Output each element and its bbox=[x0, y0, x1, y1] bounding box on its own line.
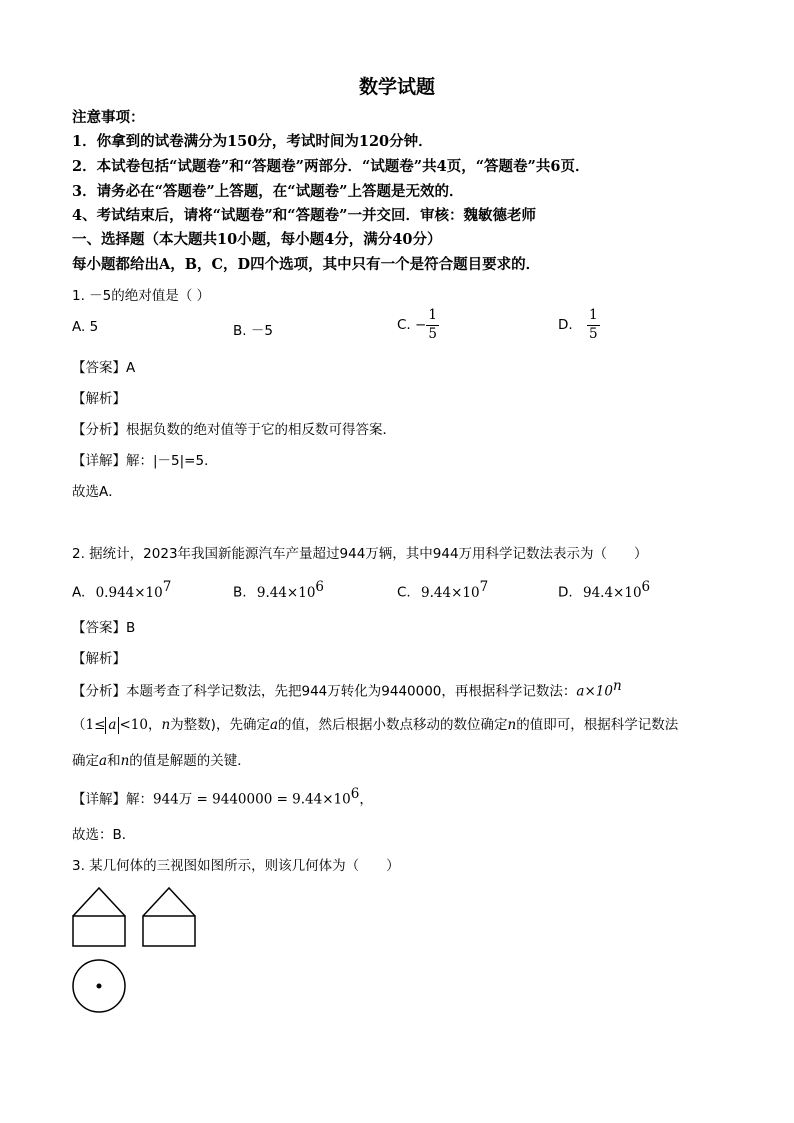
q2-analysis-line2-open: （1≤ bbox=[72, 717, 106, 733]
q2-analysis-line1-formula: a×10 bbox=[576, 683, 613, 700]
q1-option-d-numerator: 1 bbox=[587, 309, 600, 326]
notice-heading: 注意事项： bbox=[72, 109, 145, 126]
front-view bbox=[73, 888, 125, 946]
q1-option-c-numerator: 1 bbox=[426, 309, 439, 326]
top-view-center-dot bbox=[97, 984, 102, 989]
q2-option-b-label: B. bbox=[233, 584, 247, 601]
q3-three-view-figure bbox=[66, 884, 206, 1019]
notice-item-4: 4、考试结束后，请将“试题卷”和“答题卷”一并交回．审核：魏敏德老师 bbox=[72, 207, 536, 224]
q1-option-c bbox=[397, 309, 439, 341]
q2-option-c-exponent: 7 bbox=[479, 579, 489, 595]
q1-answer: 【答案】A bbox=[72, 360, 136, 376]
q2-option-b-exponent: 6 bbox=[315, 579, 325, 595]
q1-option-b: B. －5 bbox=[233, 323, 273, 339]
section-instruction: 每小题都给出A，B，C，D四个选项，其中只有一个是符合题目要求的． bbox=[72, 256, 541, 273]
q2-detail-exponent: 6 bbox=[350, 786, 360, 802]
section-heading: 一、选择题（本大题共10小题，每小题4分，满分40分） bbox=[72, 231, 442, 248]
q2-analysis-line2 bbox=[72, 713, 678, 734]
q2-analysis-line1-text: 【分析】本题考查了科学记数法，先把944万转化为9440000，再根据科学记数法： bbox=[72, 683, 577, 700]
q2-analysis-line2-n2: n bbox=[507, 717, 517, 733]
q1-detail: 【详解】解：|－5|=5． bbox=[72, 453, 218, 469]
q2-option-c-label: C. bbox=[397, 584, 411, 601]
q1-option-a: A. 5 bbox=[72, 319, 99, 335]
q3-stem: 3. 某几何体的三视图如图所示，则该几何体为（ ） bbox=[72, 858, 400, 874]
q2-option-d-value: 94.4×10 bbox=[582, 584, 642, 601]
q2-analysis-line2-n: n bbox=[161, 717, 171, 733]
q2-detail-prefix: 【详解】解： bbox=[72, 791, 153, 808]
q1-option-c-denominator: 5 bbox=[428, 325, 437, 342]
q2-option-d bbox=[558, 579, 650, 601]
q2-stem: 2. 据统计，2023年我国新能源汽车产量超过944万辆，其中944万用科学记数法表示为（ ） bbox=[72, 546, 648, 562]
q2-option-b bbox=[233, 579, 324, 601]
q2-analysis-line3-n: n bbox=[120, 753, 130, 769]
q2-analysis-line3 bbox=[72, 749, 251, 769]
q2-option-c bbox=[397, 579, 488, 601]
q2-analysis-line2-rest: <10， bbox=[119, 717, 162, 733]
side-view-body bbox=[143, 916, 195, 946]
q2-conclusion: 故选：B． bbox=[72, 827, 136, 843]
q2-analysis-line3-text1: 确定 bbox=[72, 753, 99, 769]
q2-option-c-value: 9.44×10 bbox=[421, 584, 480, 601]
q2-detail bbox=[72, 786, 373, 808]
front-view-body bbox=[73, 916, 125, 946]
notice-item-3: 3．请务必在“答题卷”上答题，在“试题卷”上答题是无效的． bbox=[72, 183, 464, 200]
q2-analysis-line3-a: a bbox=[99, 753, 108, 769]
q2-analysis-line3-text2: 和 bbox=[107, 753, 121, 769]
q2-option-a-exponent: 7 bbox=[162, 579, 172, 595]
q1-analysis: 【分析】根据负数的绝对值等于它的相反数可得答案． bbox=[72, 422, 396, 438]
q2-analysis-line2-text: 为整数)，先确定 bbox=[170, 717, 270, 733]
q1-option-c-sign: − bbox=[415, 317, 427, 333]
q2-detail-suffix: ， bbox=[359, 791, 373, 808]
q1-option-c-fraction bbox=[426, 309, 439, 341]
q2-analysis-line1 bbox=[72, 678, 622, 700]
q1-option-c-label: C. bbox=[397, 317, 411, 333]
q2-option-a bbox=[72, 579, 171, 601]
q1-option-d-denominator: 5 bbox=[588, 325, 598, 342]
front-view-roof bbox=[73, 888, 125, 916]
q2-analysis-label: 【解析】 bbox=[72, 651, 126, 667]
q1-analysis-label: 【解析】 bbox=[72, 391, 126, 407]
q2-option-d-label: D. bbox=[558, 584, 573, 601]
side-view bbox=[143, 888, 195, 946]
q2-answer: 【答案】B bbox=[72, 620, 136, 636]
q2-analysis-line2-abs: a bbox=[105, 717, 119, 734]
q1-option-d bbox=[558, 309, 600, 341]
q2-analysis-line2-text3: 的值即可，根据科学记数法 bbox=[516, 717, 679, 733]
q2-analysis-line2-text2: 的值，然后根据小数点移动的数位确定 bbox=[278, 717, 508, 733]
q2-analysis-line1-exponent: n bbox=[612, 678, 622, 694]
q2-analysis-line2-a: a bbox=[269, 717, 279, 733]
top-view bbox=[73, 960, 125, 1012]
q2-option-d-exponent: 6 bbox=[641, 579, 651, 595]
q2-detail-formula: 944万 = 9440000 = 9.44×10 bbox=[153, 791, 351, 808]
q2-option-a-value: 0.944×10 bbox=[95, 584, 163, 601]
q1-conclusion: 故选A． bbox=[72, 484, 122, 500]
q1-option-d-label: D. bbox=[558, 317, 573, 333]
q1-option-d-fraction bbox=[587, 309, 600, 341]
notice-item-2: 2．本试卷包括“试题卷”和“答题卷”两部分．“试题卷”共4页，“答题卷”共6页． bbox=[72, 158, 590, 175]
notice-item-1: 1．你拿到的试卷满分为150分，考试时间为120分钟． bbox=[72, 133, 433, 150]
q2-option-b-value: 9.44×10 bbox=[256, 584, 316, 601]
q1-stem: 1. －5的绝对值是（ ） bbox=[72, 288, 211, 304]
page-title: 数学试题 bbox=[358, 76, 435, 98]
q2-analysis-line3-text3: 的值是解题的关键． bbox=[129, 753, 251, 769]
q2-option-a-label: A. bbox=[72, 584, 86, 601]
side-view-roof bbox=[143, 888, 195, 916]
